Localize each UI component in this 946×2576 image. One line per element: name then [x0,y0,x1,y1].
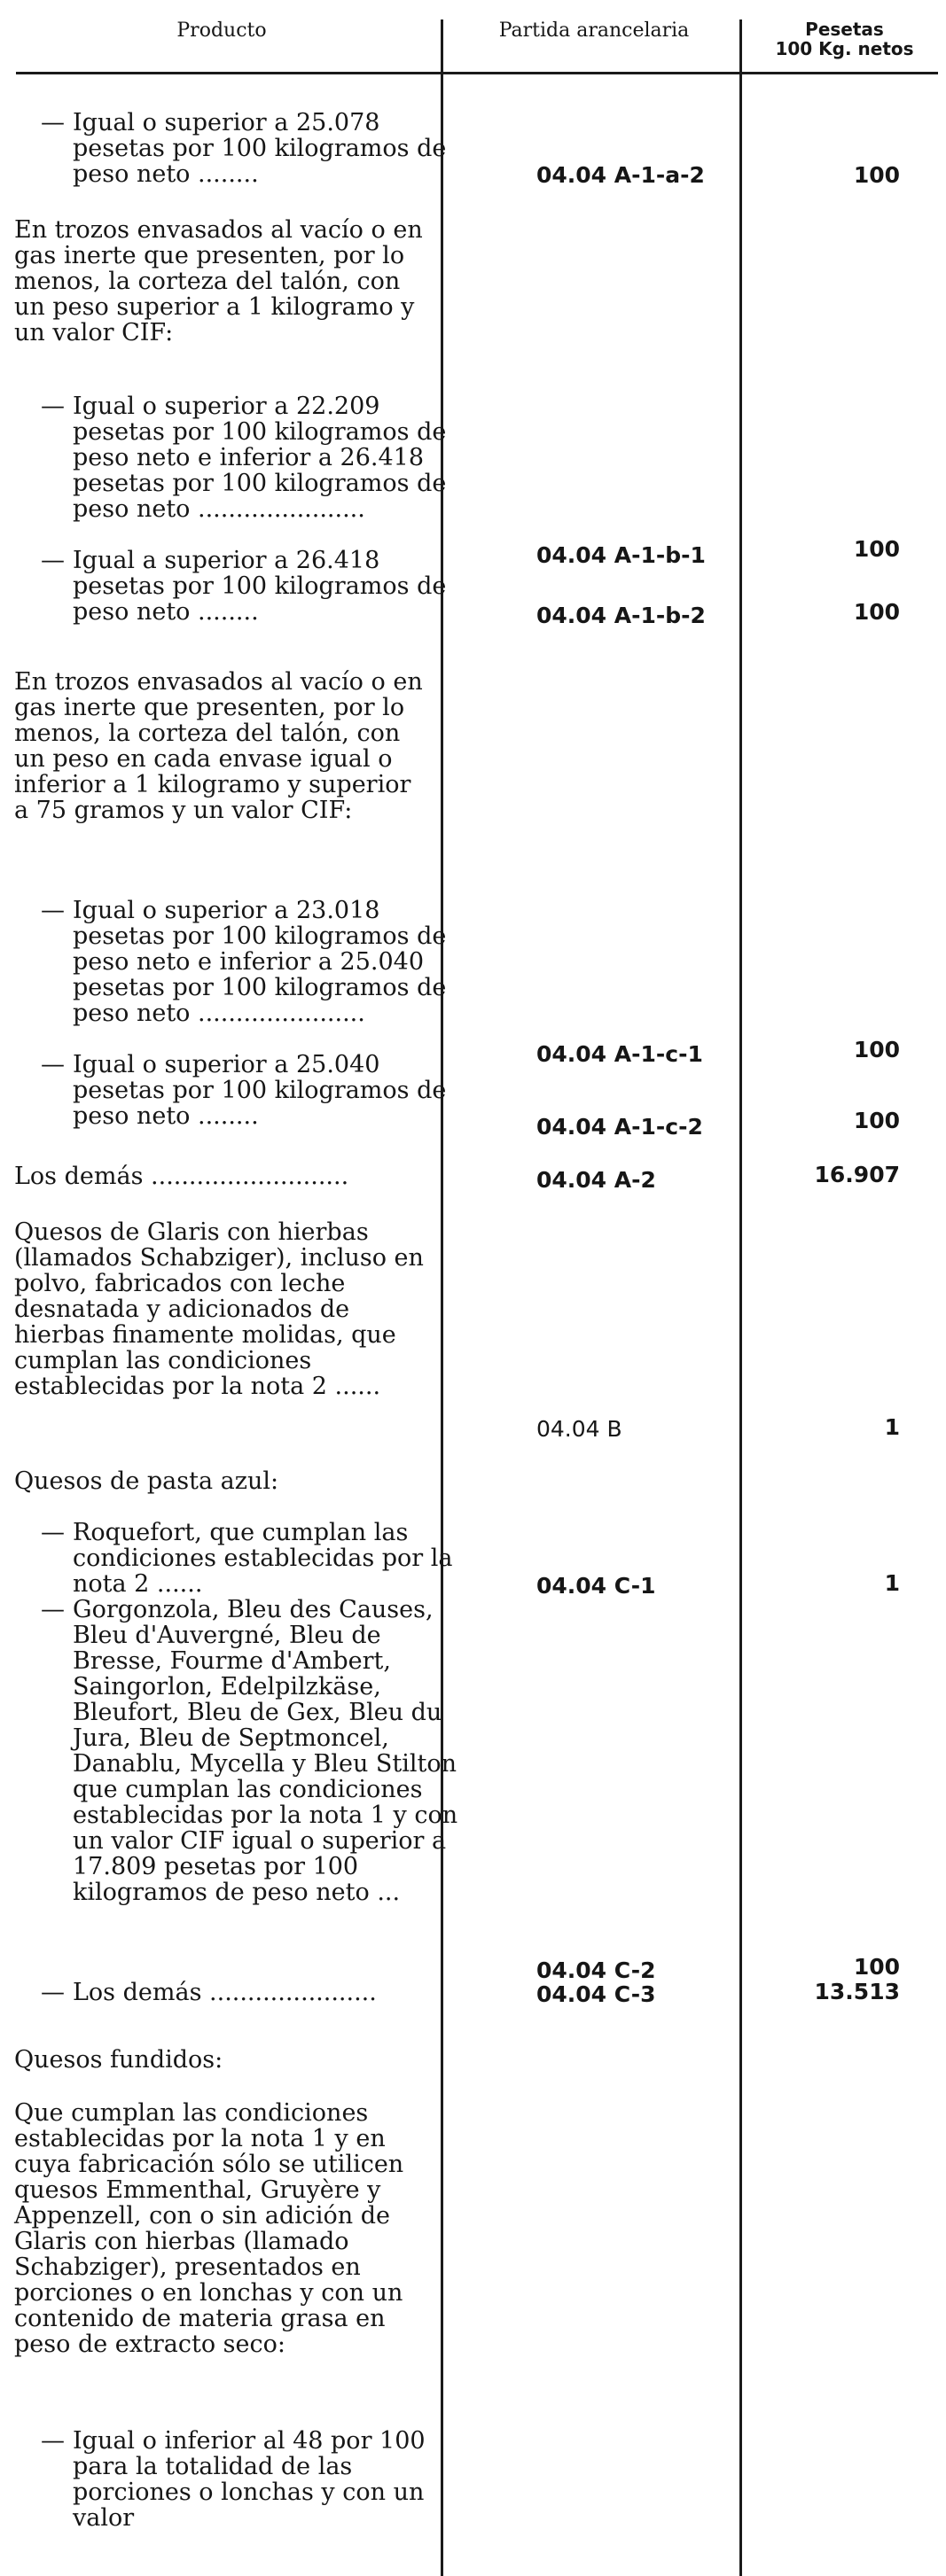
code-1: 04.04 A-1-a-2 [536,162,705,188]
entry-14: Quesos fundidos: [14,2046,223,2074]
entry-9: Quesos de Glaris con hierbas (llamados Schabziger), incluso en polvo, fabricados con leche desnatada y adicionados de hierbas finamente molidas, que cumplan las condiciones establecidas por la nota 2 ...... [14,1218,424,1400]
header-partida: Partida arancelaria [498,19,690,42]
code-12: 04.04 C-2 [536,1957,656,1983]
entry-1: — Igual o superior a 25.078 pesetas por 100 kilogramos de peso neto ........ [41,109,447,188]
header-unidad: 100 Kg. netos [775,38,914,59]
header-rule [16,72,938,74]
entry-15: Que cumplan las condiciones establecidas por la nota 1 y en cuya fabricación sólo se utilicen quesos Emmenthal, Gruyère y Appenzell, con o sin adición de Glaris con hierbas (llamado Schabziger), presentados en porciones o en lonchas y con un contenido de materia grasa en peso de extracto seco: [14,2099,404,2358]
value-7: 100 [853,1108,900,1133]
header-pesetas-block [749,19,940,58]
value-13: 13.513 [814,1979,900,2004]
entry-11: — Roquefort, que cumplan las condiciones establecidas por la nota 2 ...... [41,1519,453,1598]
entry-10: Quesos de pasta azul: [14,1467,279,1495]
code-8: 04.04 A-2 [536,1167,656,1193]
entry-6: — Igual o superior a 23.018 pesetas por 100 kilogramos de peso neto e inferior a 25.040 pesetas por 100 kilogramos de peso neto ...................... [41,897,447,1027]
code-6: 04.04 A-1-c-1 [536,1041,703,1067]
value-4: 100 [853,599,900,625]
value-8: 16.907 [814,1162,900,1187]
entry-4: — Igual a superior a 26.418 pesetas por 100 kilogramos de peso neto ........ [41,547,447,626]
value-1: 100 [853,162,900,188]
entry-8: Los demás .......................... [14,1163,349,1190]
code-11: 04.04 C-1 [536,1573,656,1599]
entry-16: — Igual o inferior al 48 por 100 para la totalidad de las porciones o lonchas y con un valor [41,2427,426,2532]
entry-7: — Igual o superior a 25.040 pesetas por 100 kilogramos de peso neto ........ [41,1051,447,1130]
code-3: 04.04 A-1-b-1 [536,542,706,568]
code-13: 04.04 C-3 [536,1981,656,2007]
entry-12: — Gorgonzola, Bleu des Causes, Bleu d'Auvergné, Bleu de Bresse, Fourme d'Ambert, Saingorlon, Edelpilzkäse, Bleufort, Bleu de Gex, Bleu du Jura, Bleu de Septmoncel, Danablu, Mycella y Bleu Stilton que cumplan las condiciones establecidas por la nota 1 y con un valor CIF igual o superior a 17.809 pesetas por 100 kilogramos de peso neto ... [41,1596,458,1906]
header-producto: Producto [176,19,267,42]
value-12: 100 [853,1954,900,1980]
code-9: 04.04 B [536,1416,622,1442]
value-11: 1 [884,1570,900,1596]
value-3: 100 [853,536,900,562]
code-4: 04.04 A-1-b-2 [536,603,706,628]
value-9: 1 [884,1414,900,1440]
column-divider-2 [739,19,742,2576]
entry-2: En trozos envasados al vacío o en gas inerte que presenten, por lo menos, la corteza del talón, con un peso superior a 1 kilogramo y un valor CIF: [14,216,423,346]
entry-13: — Los demás ...................... [41,1979,377,2006]
entry-3: — Igual o superior a 22.209 pesetas por 100 kilogramos de peso neto e inferior a 26.418 pesetas por 100 kilogramos de peso neto ...................... [41,393,447,523]
code-7: 04.04 A-1-c-2 [536,1114,703,1140]
header-pesetas: Pesetas [805,19,884,40]
entry-5: En trozos envasados al vacío o en gas inerte que presenten, por lo menos, la corteza del talón, con un peso en cada envase igual o inferior a 1 kilogramo y superior a 75 gramos y un valor CIF: [14,668,423,824]
value-6: 100 [853,1037,900,1062]
